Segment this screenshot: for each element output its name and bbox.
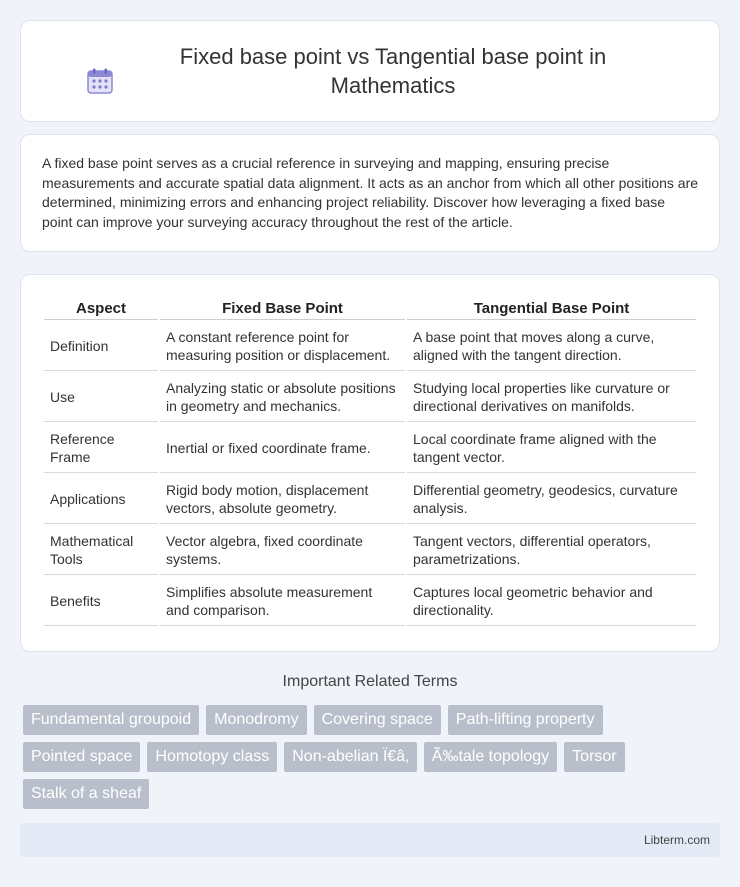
title-card [20, 20, 720, 122]
related-terms-heading: Important Related Terms [282, 673, 458, 690]
row-tangential-cell: Differential geometry, geodesics, curvature analysis. [407, 475, 696, 524]
row-fixed-cell: Vector algebra, fixed coordinate systems. [160, 526, 405, 575]
intro-paragraph: A fixed base point serves as a crucial reference in surveying and mapping, ensuring precise measurements and accurate spatial data alignment. It acts as an anchor from which all other positions are determined, minimizing errors and enhancing project reliability. Discover how leveraging a fixed base point can improve your surveying accuracy throughout the rest of the article. [42, 155, 699, 230]
column-header-tangential: Tangential Base Point [407, 296, 696, 320]
row-tangential-cell: Studying local properties like curvature or directional derivatives on manifolds. [407, 373, 696, 422]
term-tag-covering-space[interactable]: Covering space [314, 705, 441, 735]
footer-brand[interactable]: Libterm.com [643, 833, 710, 847]
row-fixed-cell: A constant reference point for measuring position or displacement. [160, 322, 405, 371]
table-row [44, 424, 696, 473]
comparison-table [42, 294, 698, 628]
footer [20, 823, 720, 857]
page-title: Fixed base point vs Tangential base point in Mathematics [179, 44, 607, 98]
term-tag-stalk-of-a-sheaf[interactable]: Stalk of a sheaf [23, 779, 149, 809]
term-tag-pointed-space[interactable]: Pointed space [23, 742, 140, 772]
row-aspect-cell: Use [44, 373, 158, 422]
row-fixed-cell: Inertial or fixed coordinate frame. [160, 424, 405, 473]
row-aspect-cell: Mathematical Tools [44, 526, 158, 575]
term-tag-non-abelian[interactable]: Non-abelian Ï€â‚ [284, 742, 417, 772]
row-aspect-cell: Definition [44, 322, 158, 371]
row-tangential-cell: Local coordinate frame aligned with the tangent vector. [407, 424, 696, 473]
row-fixed-cell: Simplifies absolute measurement and comparison. [160, 577, 405, 626]
intro-card [20, 134, 720, 252]
column-header-fixed: Fixed Base Point [160, 296, 405, 320]
row-tangential-cell: A base point that moves along a curve, aligned with the tangent direction. [407, 322, 696, 371]
table-row [44, 475, 696, 524]
row-fixed-cell: Rigid body motion, displacement vectors, absolute geometry. [160, 475, 405, 524]
term-tag-fundamental-groupoid[interactable]: Fundamental groupoid [23, 705, 199, 735]
row-fixed-cell: Analyzing static or absolute positions in geometry and mechanics. [160, 373, 405, 422]
term-tag-path-lifting-property[interactable]: Path-lifting property [448, 705, 603, 735]
term-tag-monodromy[interactable]: Monodromy [206, 705, 306, 735]
term-tag-homotopy-class[interactable]: Homotopy class [147, 742, 277, 772]
row-aspect-cell: Applications [44, 475, 158, 524]
term-tag-torsor[interactable]: Torsor [564, 742, 624, 772]
row-tangential-cell: Tangent vectors, differential operators, parametrizations. [407, 526, 696, 575]
term-tag-etale-topology[interactable]: Ã‰tale topology [424, 742, 557, 772]
table-header-row [44, 296, 696, 320]
calendar-grid-icon [87, 68, 113, 94]
table-row [44, 373, 696, 422]
title-wrap [87, 42, 653, 100]
row-aspect-cell: Reference Frame [44, 424, 158, 473]
row-aspect-cell: Benefits [44, 577, 158, 626]
table-row [44, 526, 696, 575]
comparison-card [20, 274, 720, 652]
table-row [44, 577, 696, 626]
column-header-aspect: Aspect [44, 296, 158, 320]
row-tangential-cell: Captures local geometric behavior and directionality. [407, 577, 696, 626]
related-terms-list [23, 705, 723, 809]
table-row [44, 322, 696, 371]
